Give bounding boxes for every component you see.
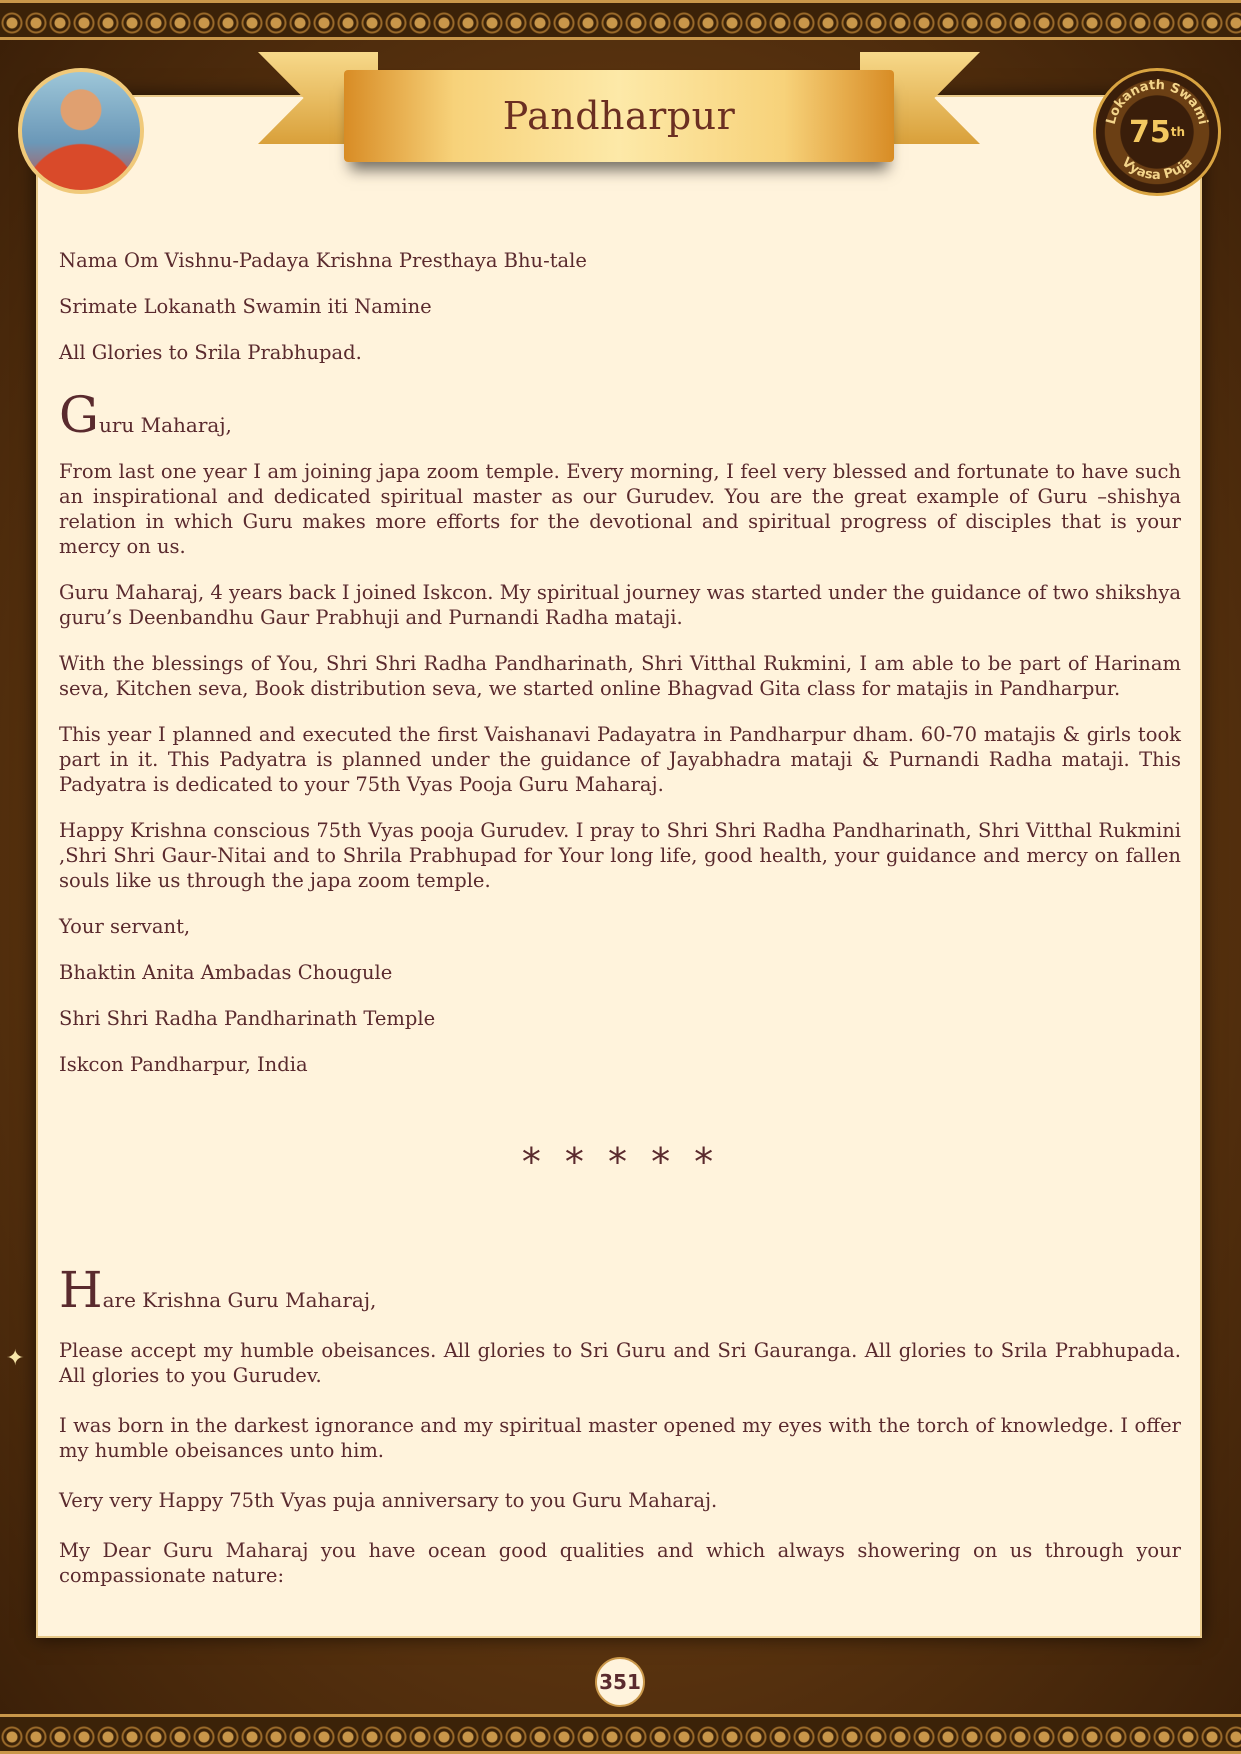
paragraph: Please accept my humble obeisances. All glories to Sri Guru and Sri Gauranga. All glories to Srila Prabhupada. All glories to you Gurudev. xyxy=(59,1339,1181,1387)
top-ornamental-border xyxy=(0,0,1241,40)
paragraph: With the blessings of You, Shri Shri Radha Pandharinath, Shri Vitthal Rukmini, I am able to be part of Harinam seva, Kitchen seva, Book distribution seva, we started online Bhagvad Gita class for matajis in Pandharpur. xyxy=(59,652,1181,700)
salutation-dropcap: G xyxy=(59,386,99,444)
paragraph: Very very Happy 75th Vyas puja anniversary to you Guru Maharaj. xyxy=(59,1489,718,1512)
section-divider: * * * * * xyxy=(521,1140,720,1184)
signature-location: Iskcon Pandharpur, India xyxy=(59,1053,308,1076)
invocation-line-3: All Glories to Srila Prabhupad. xyxy=(59,341,362,364)
salutation-dropcap: H xyxy=(59,1261,103,1319)
page-number: 351 xyxy=(595,1657,645,1707)
paragraph: Guru Maharaj, 4 years back I joined Iskcon. My spiritual journey was started under the guidance of two shikshya guru’s Deenbandhu Gaur Prabhuji and Purnandi Radha mataji. xyxy=(59,581,1181,629)
badge-number: 75 xyxy=(1128,114,1171,150)
signature-temple: Shri Shri Radha Pandharinath Temple xyxy=(59,1007,436,1030)
signature-name: Bhaktin Anita Ambadas Chougule xyxy=(59,961,393,984)
badge-number-suffix: th xyxy=(1170,125,1186,139)
salutation-text: are Krishna Guru Maharaj, xyxy=(102,1288,377,1312)
paragraph: My Dear Guru Maharaj you have ocean good qualities and which always showering on us through your compassionate nature: xyxy=(59,1539,1181,1587)
invocation-line-2: Srimate Lokanath Swamin iti Namine xyxy=(59,295,432,318)
invocation-line-1: Nama Om Vishnu-Padaya Krishna Presthaya Bhu-tale xyxy=(59,249,587,272)
sparkle-icon: ✦ xyxy=(6,1346,25,1371)
paragraph: From last one year I am joining japa zoom temple. Every morning, I feel very blessed and fortunate to have such an inspirational and dedicated spiritual master as our Gurudev. You are the great example of Guru –shishya relation in which Guru makes more efforts for the devotional and spiritual progress of disciples that is your mercy on us. xyxy=(59,460,1181,558)
paragraph: This year I planned and executed the first Vaishanavi Padayatra in Pandharpur dham. 60-70 matajis & girls took part in it. This Padyatra is planned under the guidance of Jayabhadra mataji & Purnandi Radha mataji. This Padyatra is dedicated to your 75th Vyas Pooja Guru Maharaj. xyxy=(59,723,1181,796)
salutation-text: uru Maharaj, xyxy=(98,413,232,437)
page-title: Pandharpur xyxy=(502,94,736,138)
ribbon-banner xyxy=(344,70,894,162)
badge-number-wrap xyxy=(1096,71,1218,193)
closing: Your servant, xyxy=(59,915,191,938)
salutation xyxy=(59,1261,1181,1319)
paragraph: I was born in the darkest ignorance and my spiritual master opened my eyes with the torch of knowledge. I offer my humble obeisances unto him. xyxy=(59,1414,1181,1462)
guru-portrait xyxy=(18,68,144,194)
badge-top-text: Lokanath Swami xyxy=(1103,77,1211,127)
badge-bottom-text: Vyasa Puja xyxy=(1118,154,1196,184)
vyasa-puja-badge xyxy=(1093,68,1221,196)
bottom-ornamental-border xyxy=(0,1714,1241,1754)
letter-one xyxy=(59,248,1181,1098)
letter-two xyxy=(59,1261,1181,1613)
title-ribbon xyxy=(258,50,980,170)
paragraph: Happy Krishna conscious 75th Vyas pooja Gurudev. I pray to Shri Shri Radha Pandharinath, Shri Vitthal Rukmini ,Shri Shri Gaur-Nitai and to Shrila Prabhupad for Your long life, good health, your guidance and mercy on fallen souls like us through the japa zoom temple. xyxy=(59,819,1181,892)
salutation xyxy=(59,386,1181,444)
